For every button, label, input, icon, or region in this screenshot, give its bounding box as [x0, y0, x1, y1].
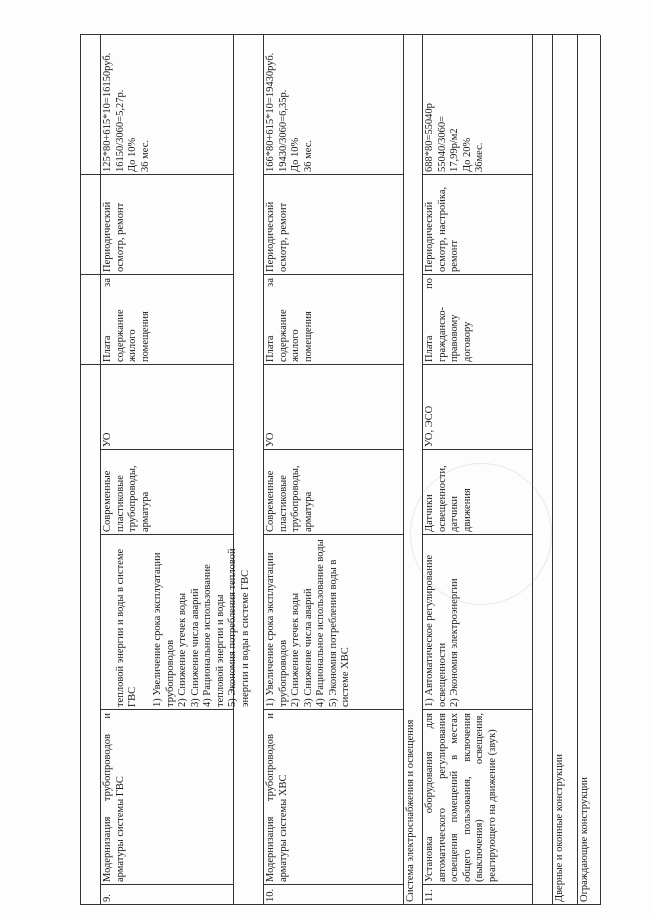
- row-11-executor: УО, ЭСО: [424, 405, 435, 447]
- row-10-effects: 1) Увеличение срока эксплуатации трубопроводов 2) Снижение утечек воды 3) Снижение числа аварий 4) Рациональное использование воды 5) Экономия потребления воды в системе ХВС: [265, 539, 351, 707]
- row-10-number: 10.: [265, 888, 276, 902]
- row-10-executor: УО: [265, 432, 276, 447]
- row-9-mode: Периодический осмотр, ремонт: [102, 201, 126, 272]
- row-11-effects: 1) Автоматическое регулирование освещенности 2) Экономия электроэнергии: [424, 554, 460, 707]
- row-10-cost: 166*80+615*10=19430руб. 19430/3060=6,35р. До 10% 36 мес.: [265, 52, 314, 172]
- row-9-executor: УО: [102, 432, 113, 447]
- row-9-effects-head: тепловой энергии и воды в системе ГВС: [114, 548, 138, 707]
- rotated-table: [80, 35, 600, 905]
- faint-stamp: [410, 463, 552, 605]
- row-10-name: Модернизация трубопроводов и арматуры системы ХВС: [265, 713, 289, 882]
- row-11-materials: Датчики освещенности, датчики движения: [424, 465, 473, 532]
- section-doors: Дверные и оконные конструкции: [554, 754, 565, 902]
- row-9-effects-text: 1) Увеличение срока эксплуатации трубопроводов 2) Снижение утечек воды 3) Снижение числа аварий 4) Рациональное использование тепловой энергии и воды 5) Экономия потребления тепловой энергии и воды в системе ГВС: [152, 548, 251, 707]
- row-10-materials: Современные пластиковые трубопроводы, арматура: [265, 465, 314, 532]
- row-9-name: Модернизация трубопроводов и арматуры системы ГВС: [102, 713, 126, 882]
- row-9-effects: [100, 535, 251, 710]
- row-11-cost: 688*80=55040р 55040/3060= 17,99р/м2 До 20% 36мес.: [424, 103, 485, 172]
- row-11-source: Плата по гражданско-правовому договору: [424, 278, 473, 362]
- row-11-mode: Периодический осмотр, настройка, ремонт: [424, 186, 460, 272]
- row-9-source: Плата за содержание жилого помещения: [102, 278, 151, 362]
- row-9-cost: 125*80+615*10=16150руб. 16150/3060=5,27р. До 10% 36 мес.: [102, 52, 151, 172]
- section-electric: Система электроснабжения и освещения: [405, 719, 416, 902]
- row-11-number: 11.: [424, 889, 435, 902]
- row-11-name: Установка оборудования для автоматического регулирования освещения помещений в местах общего пользования, включения (выключения) освещения, реагирующего на движение (звук): [424, 713, 498, 882]
- row-10-source: Плата за содержание жилого помещения: [265, 278, 314, 362]
- row-9-materials: Современные пластиковые трубопроводы, арматура: [102, 465, 151, 532]
- row-10-mode: Периодический осмотр, ремонт: [265, 201, 289, 272]
- row-9-number: 9.: [102, 894, 113, 902]
- section-envelope: Ограждающие конструкции: [579, 776, 590, 902]
